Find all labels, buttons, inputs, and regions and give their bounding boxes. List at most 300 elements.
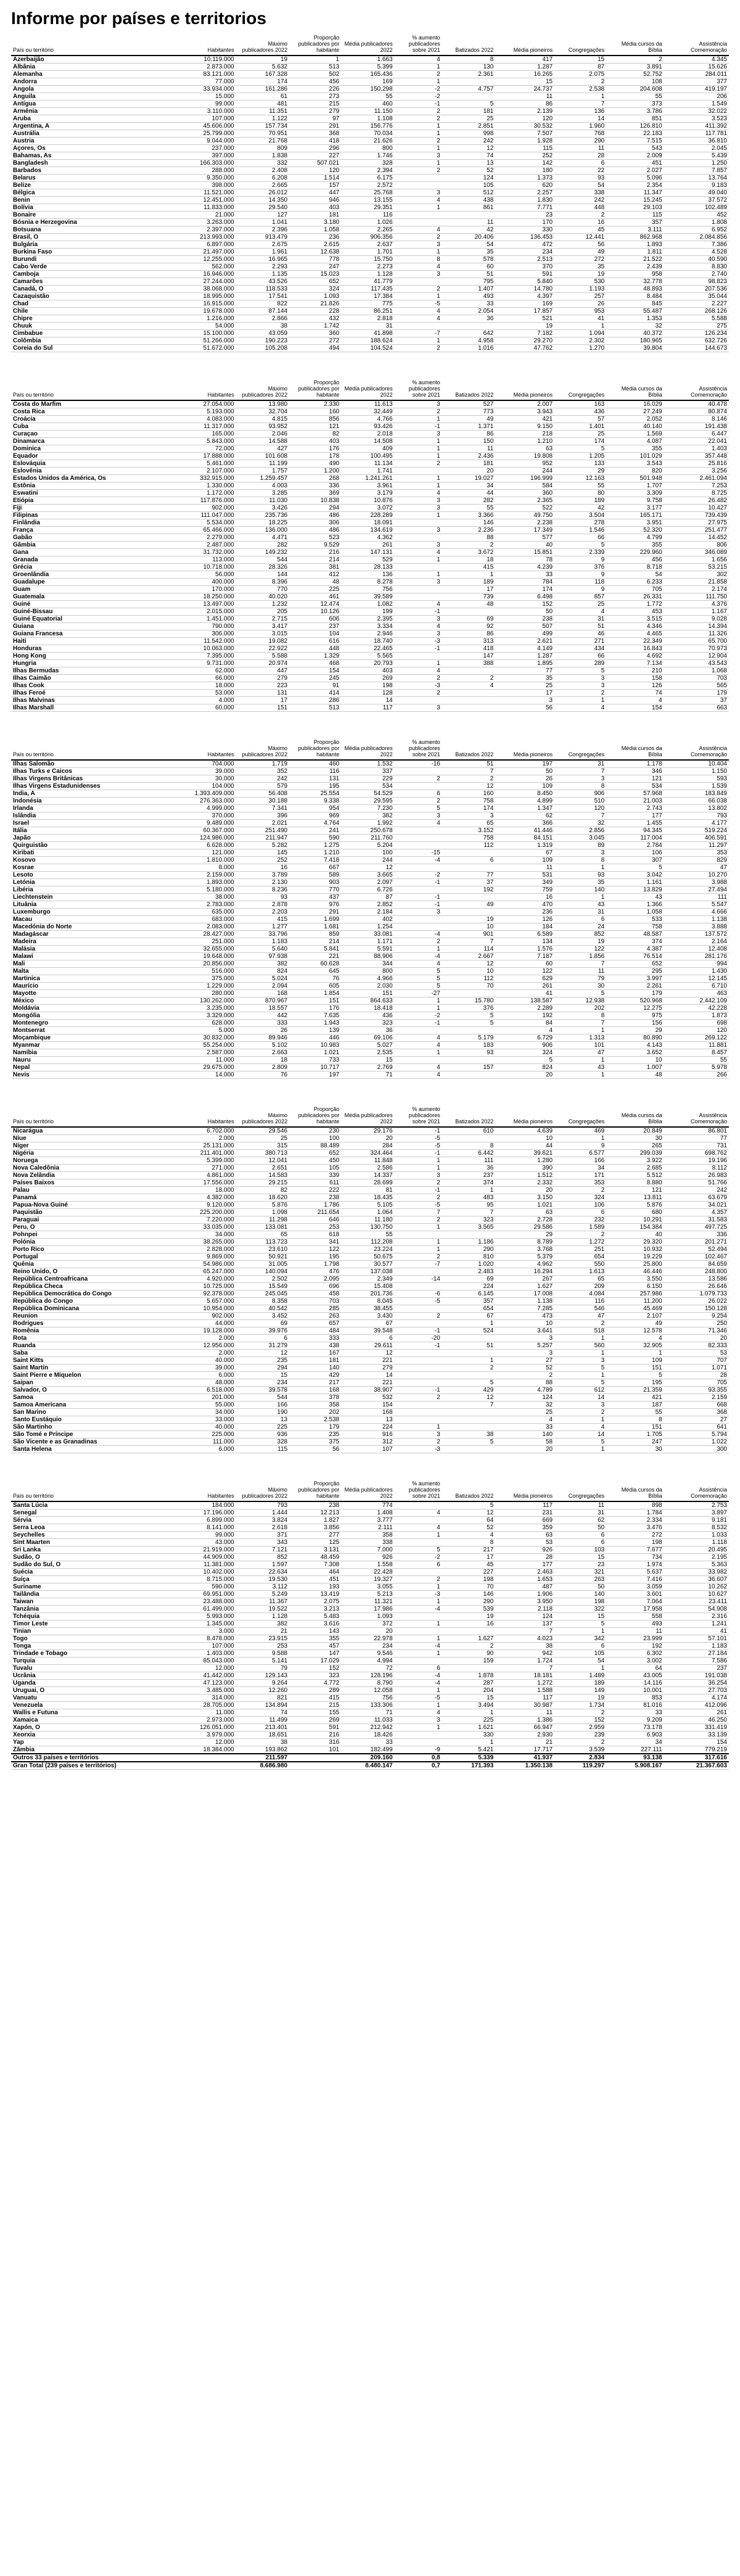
stat-cell: 31.005 [236, 1261, 289, 1268]
stat-cell: 299.039 [606, 1150, 664, 1157]
table-row [11, 894, 729, 901]
stat-cell: 3.235.000 [177, 1005, 236, 1012]
table-row [11, 1591, 729, 1598]
stat-cell: 19 [442, 1613, 495, 1620]
stat-cell: 48.459 [289, 1554, 341, 1561]
country-name-cell: Namíbia [11, 1049, 177, 1057]
stat-cell: 1 [395, 1165, 442, 1172]
stat-cell: 49 [442, 416, 495, 423]
stat-cell: 5.657.000 [177, 1298, 236, 1305]
stat-cell: 179 [606, 990, 664, 997]
stat-cell: 2 [395, 167, 442, 175]
stat-cell: 192 [495, 1012, 554, 1020]
stat-cell: 532 [341, 1394, 394, 1402]
country-name-cell: Salvador, O [11, 1387, 177, 1394]
stat-cell: 1.270 [554, 345, 606, 352]
stat-cell: 36 [442, 1165, 495, 1172]
stat-cell: 493 [442, 293, 495, 300]
stat-cell: 245 [289, 675, 341, 682]
stat-cell: 15.023 [289, 271, 341, 278]
stat-cell: 429 [289, 1372, 341, 1379]
stat-cell: 446 [289, 1034, 341, 1042]
stat-cell: 11 [554, 145, 606, 152]
stat-cell: 50 [495, 608, 554, 616]
stat-cell: 6.899.000 [177, 1517, 236, 1524]
stat-cell: 130.262.000 [177, 997, 236, 1005]
stat-cell: 560 [554, 1342, 606, 1350]
stat-cell [442, 1628, 495, 1635]
stat-cell: 20.495 [664, 1546, 729, 1554]
column-header: Habitantes [177, 739, 236, 760]
stat-cell: 63 [495, 445, 554, 453]
stat-cell: 3.786 [606, 108, 664, 115]
stat-cell: 20.793 [341, 660, 394, 667]
stat-cell: 1.178 [606, 760, 664, 768]
stat-cell: 1.960 [554, 123, 606, 130]
stat-cell: 427 [236, 445, 289, 453]
stat-cell: 1.613 [554, 1268, 606, 1276]
stat-cell: 201.271 [664, 1239, 729, 1246]
stat-cell: 154 [289, 667, 341, 675]
stat-cell: 2.502 [236, 1276, 289, 1283]
stat-cell: 3.329.000 [177, 1012, 236, 1020]
stat-cell: 40.590 [664, 256, 729, 263]
stat-cell: 460 [341, 101, 394, 108]
country-name-cell: Peru, O [11, 1224, 177, 1231]
stat-cell: 448 [289, 645, 341, 653]
stat-cell: 5.179 [442, 1034, 495, 1042]
country-stats-table [11, 1106, 729, 1453]
stat-cell: 2.238 [495, 519, 554, 527]
stat-cell: 154 [606, 704, 664, 712]
stat-cell: 237 [442, 1172, 495, 1179]
stat-cell: 1.597 [236, 1561, 289, 1569]
stat-cell: 28.133 [341, 564, 394, 571]
stat-cell: -1 [395, 645, 442, 653]
country-name-cell: Benin [11, 197, 177, 204]
stat-cell: 1 [395, 416, 442, 423]
stat-cell: 2.111 [341, 1524, 394, 1532]
stat-cell: 7 [442, 768, 495, 775]
stat-cell: 17.717 [495, 1746, 554, 1754]
stat-cell: 2.397.000 [177, 226, 236, 234]
stat-cell: 189 [442, 579, 495, 586]
stat-cell: 2 [395, 138, 442, 145]
table-row [11, 1364, 729, 1372]
stat-cell: 388 [442, 660, 495, 667]
stat-cell: -3 [395, 682, 442, 690]
stat-cell: 122 [495, 968, 554, 975]
stat-cell: 82 [236, 1187, 289, 1194]
stat-cell: 95 [442, 1202, 495, 1209]
stat-cell: -4 [395, 931, 442, 938]
stat-cell: 4.362 [341, 534, 394, 542]
stat-cell: 21.626 [341, 138, 394, 145]
stat-cell: 9.254 [664, 1313, 729, 1320]
stat-cell: 3.616 [289, 1620, 341, 1628]
stat-cell: 250 [664, 1320, 729, 1327]
stat-cell: 1.058 [289, 226, 341, 234]
table-row [11, 931, 729, 938]
stat-cell: 244 [495, 468, 554, 475]
stat-cell: 13.802 [664, 805, 729, 812]
stat-cell: 4.861.000 [177, 1172, 236, 1179]
stat-cell: 1.705 [606, 1431, 664, 1439]
stat-cell: 49 [606, 1320, 664, 1327]
stat-cell: 10 [606, 1057, 664, 1064]
stat-cell: 1.532 [341, 760, 394, 768]
stat-cell [395, 886, 442, 894]
country-name-cell: Myanmar [11, 1042, 177, 1049]
stat-cell: 288.000 [177, 167, 236, 175]
table-row [11, 645, 729, 653]
stat-cell: 253 [289, 1224, 341, 1231]
stat-cell: -9 [395, 1746, 442, 1754]
stat-cell: 1.068 [664, 667, 729, 675]
stat-cell: 84.151 [495, 835, 554, 842]
stat-cell [442, 990, 495, 997]
stat-cell: 34 [606, 1739, 664, 1746]
stat-cell: 1.719 [236, 760, 289, 768]
stat-cell: 1.627 [495, 1283, 554, 1290]
stat-cell [442, 1027, 495, 1034]
stat-cell: 5.588 [236, 653, 289, 660]
stat-cell: 21.359 [606, 1387, 664, 1394]
country-name-cell: Guiana [11, 623, 177, 630]
stat-cell: 50 [554, 1524, 606, 1532]
stat-cell: 6 [395, 1561, 442, 1569]
stat-cell: 438 [442, 197, 495, 204]
stat-cell: 35.044 [664, 293, 729, 300]
stat-cell: 207.536 [664, 286, 729, 293]
country-name-cell: Palau [11, 1187, 177, 1194]
stat-cell: 12.408 [664, 946, 729, 953]
stat-cell: 25.768 [341, 189, 394, 197]
stat-cell: 3.452 [236, 1313, 289, 1320]
stat-cell: 14.350 [236, 197, 289, 204]
stat-cell: 1 [395, 337, 442, 345]
column-header: Média pioneiros [495, 739, 554, 760]
stat-cell: 707 [664, 1357, 729, 1364]
stat-cell: 368 [289, 130, 341, 138]
stat-cell: 19 [554, 271, 606, 278]
country-name-cell: Tanzânia [11, 1606, 177, 1613]
stat-cell: 3.789 [236, 872, 289, 879]
stat-cell: 8.112 [664, 1165, 729, 1172]
stat-cell: 2.394 [341, 167, 394, 175]
stat-cell: 414 [289, 690, 341, 697]
stat-cell [442, 1665, 495, 1672]
column-header: Média publicadores 2022 [341, 739, 394, 760]
stat-cell: 26.022 [664, 1298, 729, 1305]
stat-cell: 15 [341, 1057, 394, 1064]
column-header: Proporção publicadores por habitante [289, 1480, 341, 1501]
stat-cell: 9.546 [341, 1650, 394, 1657]
stat-cell: 0,8 [395, 1754, 442, 1762]
stat-cell: 26.983 [664, 1172, 729, 1179]
stat-cell: 214 [289, 938, 341, 946]
stat-cell: 70.951 [236, 130, 289, 138]
stat-cell: 820 [606, 468, 664, 475]
table-row [11, 1239, 729, 1246]
stat-cell: 46.446 [606, 1268, 664, 1276]
stat-cell: 1.021 [289, 1049, 341, 1057]
stat-cell: 332 [236, 160, 289, 167]
stat-cell: 2 [442, 1364, 495, 1372]
stat-cell: 9.350.000 [177, 175, 236, 182]
stat-cell: 176 [289, 1005, 341, 1012]
table-row [11, 1524, 729, 1532]
stat-cell: 790.000 [177, 623, 236, 630]
stat-cell: 289 [554, 660, 606, 667]
stat-cell: 3.045 [554, 835, 606, 842]
stat-cell: 27 [495, 1357, 554, 1364]
stat-cell: 2.663 [236, 1049, 289, 1057]
column-header: Média publicadores 2022 [341, 35, 394, 56]
stat-cell: 2.195 [664, 1554, 729, 1561]
stat-cell: 1 [395, 1702, 442, 1709]
stat-cell: 22.349 [606, 638, 664, 645]
stat-cell: 1.558 [341, 1561, 394, 1569]
stat-cell: 663 [664, 704, 729, 712]
stat-cell: 562.000 [177, 263, 236, 271]
stat-cell: 11 [442, 445, 495, 453]
stat-cell: 6.000 [177, 1372, 236, 1379]
stat-cell: 5.640 [236, 946, 289, 953]
stat-cell: 3 [395, 1717, 442, 1724]
stat-cell: 44 [442, 490, 495, 497]
stat-cell: 913.479 [236, 234, 289, 241]
stat-cell: 328 [341, 160, 394, 167]
stat-cell: 49.750 [495, 512, 554, 519]
stat-cell: 657 [289, 1320, 341, 1327]
stat-cell: 8.484 [606, 293, 664, 300]
stat-cell: 2.316 [664, 1613, 729, 1620]
stat-cell: 476 [289, 1268, 341, 1276]
stat-cell: 182.499 [341, 1746, 394, 1754]
stat-cell: 652 [289, 278, 341, 286]
stat-cell: 4 [395, 1071, 442, 1079]
stat-cell: 19 [236, 56, 289, 64]
stat-cell: 19.196 [664, 1157, 729, 1165]
stat-cell: 18.000 [177, 682, 236, 690]
stat-cell: 39.804 [606, 345, 664, 352]
stat-cell [442, 608, 495, 616]
stat-cell: 652 [606, 960, 664, 968]
stat-cell: 15.549 [236, 1283, 289, 1290]
stat-cell: 27.184 [664, 1650, 729, 1657]
stat-cell: 80 [554, 490, 606, 497]
stat-cell: 1.138 [495, 1298, 554, 1305]
stat-cell: 235 [289, 1431, 341, 1439]
stat-cell: 1.489 [554, 1672, 606, 1680]
stat-cell: 5.841 [289, 946, 341, 953]
stat-cell: 332.915.000 [177, 475, 236, 482]
stat-cell: 30 [606, 1446, 664, 1453]
stat-cell: 5 [442, 1501, 495, 1509]
stat-cell: 102.467 [664, 1253, 729, 1261]
stat-cell: 65 [554, 1276, 606, 1283]
stat-cell: 93 [554, 872, 606, 879]
stat-cell: 3.256 [664, 468, 729, 475]
stat-cell: 1.093 [289, 293, 341, 300]
stat-cell: 5 [554, 1439, 606, 1446]
stat-cell: 2.330 [289, 400, 341, 408]
column-header: Batizados 2022 [442, 1106, 495, 1127]
country-name-cell: Samoa Americana [11, 1402, 177, 1409]
stat-cell: 18.418 [341, 1005, 394, 1012]
stat-cell: 10.126 [289, 608, 341, 616]
stat-cell: 7.635 [289, 1012, 341, 1020]
stat-cell: 5.588 [664, 315, 729, 323]
stat-cell: 23 [554, 1561, 606, 1569]
stat-cell: 1.229.000 [177, 983, 236, 990]
table-row [11, 638, 729, 645]
stat-cell: 12.578 [606, 1327, 664, 1335]
stat-cell: 144.673 [664, 345, 729, 352]
stat-cell: -1 [395, 1327, 442, 1335]
stat-cell: 22.183 [606, 130, 664, 138]
table-row [11, 1672, 729, 1680]
stat-cell: 2.054 [442, 308, 495, 315]
stat-cell: 5.547 [664, 901, 729, 909]
stat-cell: 5.534.000 [177, 519, 236, 527]
stat-cell: 225.000 [177, 1431, 236, 1439]
stat-cell: 12.145 [664, 975, 729, 983]
stat-cell: 84 [495, 1020, 554, 1027]
stat-cell: 9.120.000 [177, 1202, 236, 1209]
stat-cell: 43.059 [236, 330, 289, 337]
stat-cell: 4 [395, 667, 442, 675]
stat-cell: 4.528 [664, 249, 729, 256]
table-row [11, 1357, 729, 1364]
table-row [11, 601, 729, 608]
country-name-cell: Madagáscar [11, 931, 177, 938]
stat-cell: 5 [395, 975, 442, 983]
table-row [11, 798, 729, 805]
country-name-cell: Tuvalu [11, 1665, 177, 1672]
stat-cell: 69 [442, 1276, 495, 1283]
stat-cell [395, 1732, 442, 1739]
stat-cell: 285 [289, 1305, 341, 1313]
stat-cell: 2 [395, 108, 442, 115]
stat-cell: 40.020 [236, 593, 289, 601]
stat-cell: 23.915 [236, 1635, 289, 1643]
country-name-cell: Bósnia e Herzegovina [11, 219, 177, 226]
stat-cell: 17.349 [495, 527, 554, 534]
stat-cell: -3 [395, 638, 442, 645]
column-header: País ou território [11, 379, 177, 400]
table-row [11, 1409, 729, 1416]
stat-cell: 269 [289, 1717, 341, 1724]
stat-cell: 204 [442, 1687, 495, 1695]
stat-cell: 1 [606, 1350, 664, 1357]
stat-cell: 11.180 [341, 1216, 394, 1224]
stat-cell: 236 [289, 234, 341, 241]
stat-cell: 10.270 [664, 872, 729, 879]
country-name-cell: Moldávia [11, 1005, 177, 1012]
stat-cell [395, 768, 442, 775]
column-header: Média cursos da Bíblia [606, 379, 664, 400]
grand-total-row [11, 1762, 729, 1770]
country-name-cell: Mali [11, 960, 177, 968]
stat-cell: 1.186 [442, 1239, 495, 1246]
column-header: Máximo publicadores 2022 [236, 739, 289, 760]
stat-cell: 8 [442, 1539, 495, 1546]
stat-cell: 121.000 [177, 849, 236, 857]
stat-cell: 3.672 [442, 549, 495, 556]
stat-cell: 654 [554, 1253, 606, 1261]
stat-cell: 181 [289, 212, 341, 219]
stat-cell: 1 [554, 93, 606, 101]
stat-cell: 15 [554, 56, 606, 64]
stat-cell: 251.477 [664, 527, 729, 534]
table-row [11, 849, 729, 857]
stat-cell: 13.419 [289, 1591, 341, 1598]
stat-cell: 150.298 [341, 86, 394, 93]
stat-cell [442, 323, 495, 330]
table-row [11, 675, 729, 682]
stat-cell: 170.000 [177, 586, 236, 593]
table-row [11, 1539, 729, 1546]
stat-cell: 1.287 [495, 64, 554, 71]
stat-cell: 870.967 [236, 997, 289, 1005]
stat-cell: 230 [289, 1127, 341, 1135]
stat-cell: 330 [495, 226, 554, 234]
stat-cell: 591 [289, 1724, 341, 1732]
stat-cell [395, 1350, 442, 1357]
column-header: Média pioneiros [495, 1480, 554, 1501]
stat-cell: 13.155 [341, 197, 394, 204]
stat-cell: 360 [289, 330, 341, 337]
stat-cell: 79 [236, 1665, 289, 1672]
stat-cell: 111.750 [664, 593, 729, 601]
country-name-cell: Moçambique [11, 1034, 177, 1042]
stat-cell: 2 [395, 234, 442, 241]
stat-cell: 591 [495, 271, 554, 278]
table-row [11, 115, 729, 123]
stat-cell: 589 [289, 872, 341, 879]
stat-cell: 906 [495, 1042, 554, 1049]
stat-cell: 210 [606, 667, 664, 675]
stat-cell: 2.018 [341, 431, 394, 438]
stat-cell: 3.856 [289, 1524, 341, 1532]
stat-cell: 3.131 [289, 1546, 341, 1554]
stat-cell: 33.035.000 [177, 1224, 236, 1231]
stat-cell [442, 1350, 495, 1357]
stat-cell: 41.898 [341, 330, 394, 337]
stat-cell: 30 [606, 1135, 664, 1142]
country-name-cell: Santo Eustáquio [11, 1416, 177, 1424]
stat-cell: 111.047.000 [177, 512, 236, 519]
stat-cell: 2.097 [341, 879, 394, 886]
table-row [11, 482, 729, 490]
stat-cell: 106 [554, 1202, 606, 1209]
stat-cell: 8.358 [236, 1298, 289, 1305]
stat-cell: 11 [554, 1501, 606, 1509]
stat-cell: 98.823 [664, 278, 729, 286]
stat-cell: 70 [442, 983, 495, 990]
stat-cell: 150 [442, 438, 495, 445]
country-name-cell: Curaçao [11, 431, 177, 438]
stat-cell: 112 [442, 842, 495, 849]
country-stats-table [11, 379, 729, 712]
stat-cell: 235.736 [236, 512, 289, 519]
table-header-row [11, 739, 729, 760]
table-row [11, 1416, 729, 1424]
stat-cell: 696 [289, 1283, 341, 1290]
stat-cell: 4 [606, 697, 664, 704]
